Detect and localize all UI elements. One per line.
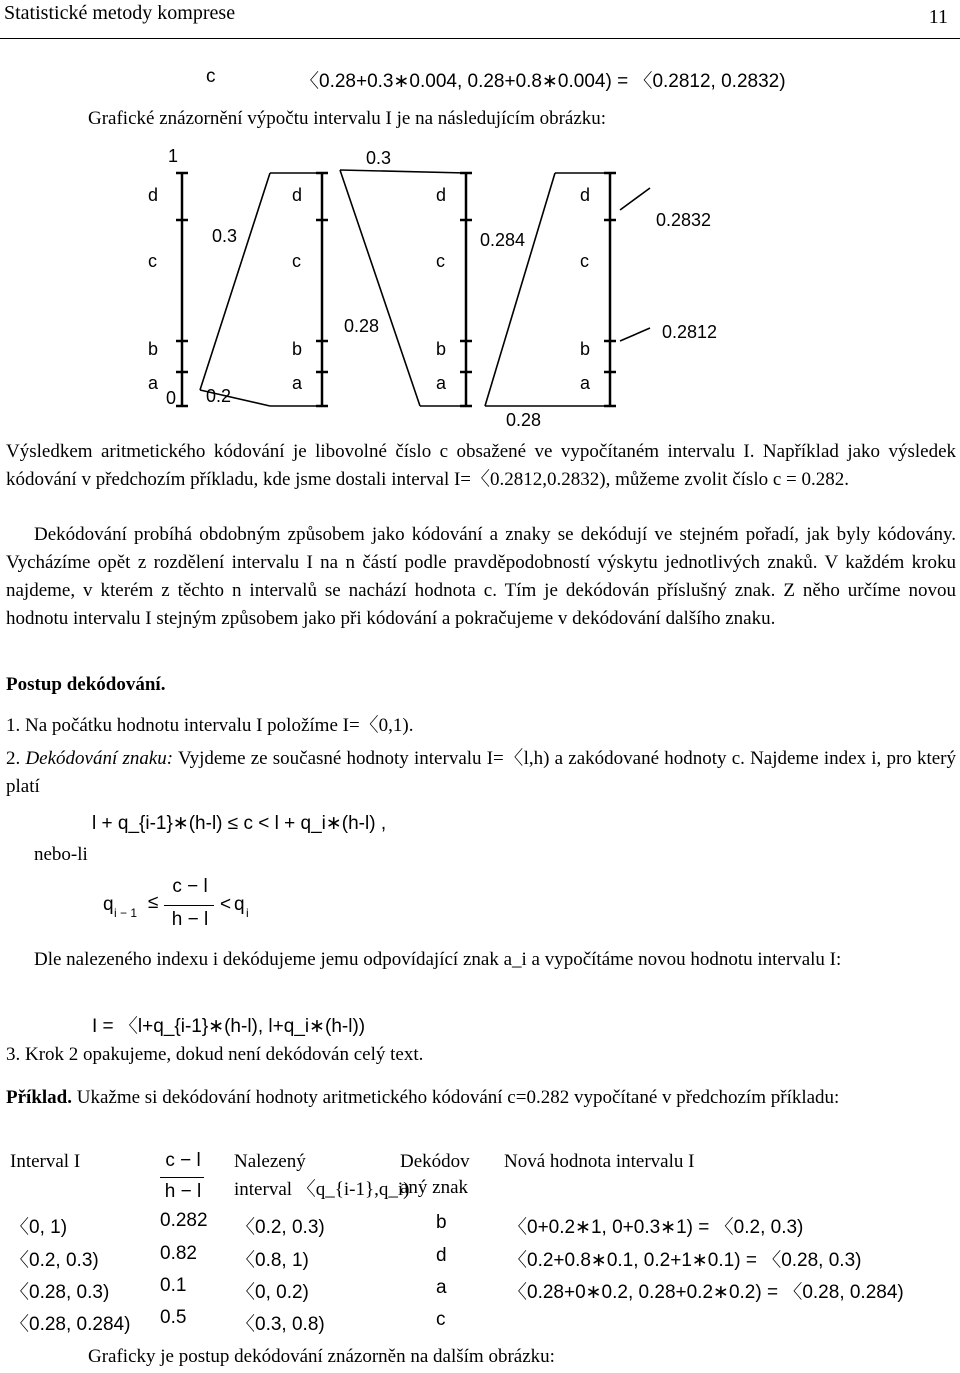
step-3: 3. Krok 2 opakujeme, dokud není dekódován celý text. [6,1044,424,1065]
svg-text:a: a [292,373,303,393]
svg-text:0.2: 0.2 [206,386,232,406]
paragraph-new-interval: Dle nalezeného indexu i dekódujeme jemu odpovídající znak a_i a vypočítáme novou hodnotu intervalu I: [34,949,842,970]
svg-text:0.3: 0.3 [366,148,392,168]
example-text: Ukažme si dekódování hodnoty aritmetického kódování c=0.282 vypočítané v předchozím příkladu: [76,1087,840,1108]
formula-expression: 〈0.28+0.3∗0.004, 0.28+0.8∗0.004) = 〈0.2812, 0.2832) [300,71,786,92]
header-rule [0,38,960,39]
example-label: Příklad. [6,1087,72,1108]
col-header-frac-den: h − l [164,1181,202,1202]
col-header-decoded-2: aný znak [400,1177,469,1198]
paragraph-result: Výsledkem aritmetického kódování je libovolné číslo c obsažené ve vypočítaném intervalu I. Například jako výsledek kódování v předchozím příkladu, kde jsme dostali interval I=〈0.2812,0.2832), můžeme zvolit číslo c = 0.282. [6,441,956,490]
row-found: 〈0.3, 0.8) [236,1314,325,1335]
step-2 [6,745,956,801]
eq2-numerator: c − l [172,876,208,897]
svg-text:b: b [436,339,447,359]
svg-text:b: b [292,339,303,359]
eq2-lt: < [220,894,232,915]
equation-new-interval: I = 〈l+q_{i-1}∗(h-l), l+q_i∗(h-l)) [92,1016,366,1037]
eq2-fraction-bar [164,905,214,906]
col-header-interval: Interval I [10,1151,81,1172]
svg-text:1: 1 [168,146,179,166]
col-header-new-interval: Nová hodnota intervalu I [504,1151,695,1172]
eq2-le: ≤ [148,892,159,913]
interval-figure [0,140,960,440]
row-symbol: a [436,1277,447,1298]
step-2-text: Vyjdeme ze současné hodnoty intervalu I=〈l,h) a zakódované hodnoty c. Najdeme index i, pro který platí [6,748,957,797]
row-ratio: 0.282 [160,1210,208,1231]
col-header-frac-num: c − l [165,1150,201,1171]
svg-text:a: a [580,373,591,393]
row-symbol: b [436,1212,447,1233]
col-header-frac-bar [160,1177,204,1178]
svg-text:0.3: 0.3 [212,226,238,246]
postup-heading: Postup dekódování. [6,674,166,695]
svg-text:d: d [580,185,591,205]
figure-caption: Grafické znázornění výpočtu intervalu I je na následujícím obrázku: [88,108,607,129]
svg-text:c: c [292,251,301,271]
paragraph-decoding: Dekódování probíhá obdobným způsobem jako kódování a znaky se dekódují ve stejném pořadí, jak byly kódovány. Vycházíme opět z rozdělení intervalu I na n částí podle pravděpodobností výskytu jednotlivých znaků. V každém kroku najdeme, v kterém z těchto n intervalů se nachází hodnota c. Tím je dekódován příslušný znak. Z něho určíme novou hodnotu intervalu I stejným způsobem jako při kódování a pokračujeme v dekódování dalšího znaku. [6,524,956,629]
formula-symbol: c [206,66,216,87]
eq2-q-left: q [103,894,114,915]
row-found: 〈0.2, 0.3) [236,1217,325,1238]
svg-text:0.2832: 0.2832 [656,210,712,230]
svg-text:b: b [148,339,159,359]
row-interval: 〈0.28, 0.3) [10,1282,110,1303]
svg-text:0.284: 0.284 [480,230,526,250]
col-header-found-1: Nalezený [234,1151,306,1172]
svg-text:c: c [580,251,589,271]
row-symbol: c [436,1309,446,1330]
svg-text:a: a [436,373,447,393]
svg-text:0.2812: 0.2812 [662,322,718,342]
row-found: 〈0, 0.2) [236,1282,309,1303]
inequality-1: l + q_{i-1}∗(h-l) ≤ c < l + q_i∗(h-l) , [92,813,387,834]
eq2-denominator: h − l [171,909,209,930]
example-paragraph [6,1084,956,1112]
row-new: 〈0+0.2∗1, 0+0.3∗1) = 〈0.2, 0.3) [508,1217,804,1238]
row-interval: 〈0.28, 0.284) [10,1314,131,1335]
step-2-title: Dekódování znaku: [25,748,174,769]
step-1: 1. Na počátku hodnotu intervalu I položíme I=〈0,1). [6,715,414,736]
row-interval: 〈0, 1) [10,1217,68,1238]
row-new: 〈0.28+0∗0.2, 0.28+0.2∗0.2) = 〈0.28, 0.284) [508,1282,904,1303]
eq2-q-right: q [234,894,245,915]
running-header-title: Statistické metody komprese [4,2,236,24]
step-2-number: 2. [6,748,21,769]
svg-text:d: d [292,185,303,205]
row-found: 〈0.8, 1) [236,1250,309,1271]
svg-text:c: c [436,251,445,271]
footer-caption: Graficky je postup dekódování znázorněn na dalším obrázku: [88,1346,555,1367]
eq2-q-right-sub: i [246,906,249,920]
svg-text:c: c [148,251,157,271]
svg-text:0: 0 [166,388,177,408]
nebo-li-label: nebo-li [34,844,88,865]
row-interval: 〈0.2, 0.3) [10,1250,99,1271]
col-header-found-2: interval 〈q_{i-1},q_i) [234,1179,410,1200]
row-new: 〈0.2+0.8∗0.1, 0.2+1∗0.1) = 〈0.28, 0.3) [508,1250,862,1271]
svg-text:a: a [148,373,159,393]
svg-text:b: b [580,339,591,359]
svg-text:0.28: 0.28 [506,410,542,430]
row-ratio: 0.1 [160,1275,187,1296]
page-number: 11 [928,6,948,28]
row-ratio: 0.5 [160,1307,187,1328]
svg-text:d: d [436,185,447,205]
row-symbol: d [436,1245,447,1266]
eq2-q-left-sub: i − 1 [114,906,138,920]
col-header-decoded-1: Dekódov [400,1151,470,1172]
row-ratio: 0.82 [160,1243,197,1264]
svg-text:d: d [148,185,159,205]
svg-text:0.28: 0.28 [344,316,380,336]
